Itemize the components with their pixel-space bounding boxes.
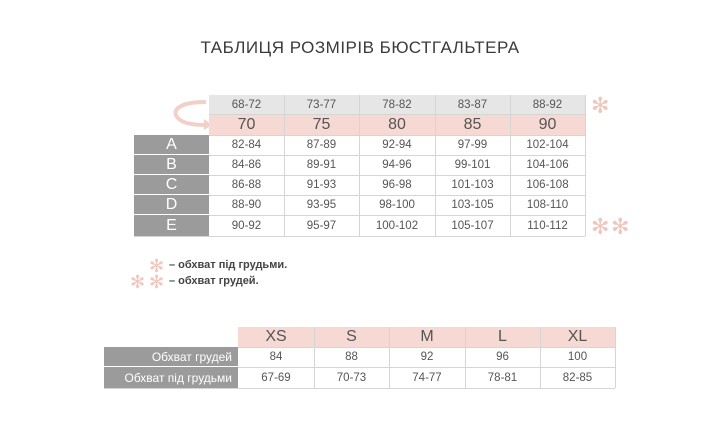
band-size: 85	[463, 115, 482, 133]
bust-cell: 92-94	[382, 139, 412, 151]
underbust-value: 74-77	[412, 371, 442, 384]
bust-cell: 96-98	[382, 179, 412, 191]
row-label-bust: Обхват грудей	[104, 347, 238, 367]
cup-label-d: D	[134, 195, 209, 215]
underbust-range: 73-77	[306, 98, 337, 111]
grid-line	[615, 327, 616, 388]
grid-line	[540, 327, 541, 388]
bust-cell: 84-86	[231, 159, 262, 171]
size-label: M	[420, 328, 434, 345]
grid-line	[389, 327, 390, 388]
bust-value: 88	[345, 351, 358, 363]
page-title: ТАБЛИЦЯ РОЗМІРІВ БЮСТГАЛЬТЕРА	[200, 38, 520, 57]
underbust-range: 83-87	[457, 98, 488, 111]
size-label: L	[498, 328, 507, 345]
bust-cell: 86-88	[231, 179, 262, 191]
bust-cell: 97-99	[457, 139, 488, 151]
grid-line	[104, 388, 615, 389]
grid-line	[134, 236, 585, 237]
bust-value: 92	[420, 351, 434, 363]
legend-underbust: – обхват під грудьми.	[169, 259, 288, 271]
bust-cell: 102-104	[526, 139, 569, 151]
grid-line	[585, 95, 586, 236]
underbust-range: 68-72	[231, 98, 262, 111]
row-label-underbust: Обхват під грудьми	[104, 367, 238, 388]
bust-cell: 93-95	[306, 199, 337, 211]
asterisk-icon: ✻	[149, 256, 165, 276]
bust-cell: 103-105	[451, 199, 494, 211]
band-size: 80	[388, 115, 406, 133]
cup-label-a: A	[134, 135, 209, 155]
grid-line	[465, 327, 466, 388]
bust-cell: 104-106	[526, 159, 569, 171]
band-size: 75	[312, 115, 331, 133]
bust-cell: 90-92	[231, 219, 262, 232]
bust-cell: 87-89	[306, 139, 337, 151]
bust-cell: 88-90	[231, 199, 262, 211]
grid-line	[238, 367, 615, 368]
bust-cell: 108-110	[526, 199, 569, 211]
grid-line	[238, 347, 615, 348]
asterisk-icon: ✻	[130, 272, 146, 292]
bust-cell: 105-107	[451, 219, 494, 232]
asterisk-icon: ✻	[611, 214, 630, 239]
bust-cell: 110-112	[527, 219, 568, 232]
legend-bust: – обхват грудей.	[169, 275, 259, 287]
cup-label-e: E	[134, 215, 209, 236]
underbust-value: 82-85	[562, 371, 593, 384]
bust-cell: 101-103	[451, 179, 494, 191]
bust-cell: 99-101	[454, 159, 491, 171]
cup-label-b: B	[134, 155, 209, 175]
bust-cell: 100-102	[375, 219, 419, 232]
band-size: 70	[237, 115, 256, 133]
asterisk-icon: ✻	[149, 272, 165, 292]
grid-line	[314, 327, 315, 388]
bust-cell: 82-84	[231, 139, 262, 151]
bust-value: 96	[496, 351, 509, 363]
bust-cell: 89-91	[306, 159, 337, 171]
bust-cell: 95-97	[306, 219, 337, 232]
underbust-value: 67-69	[261, 371, 291, 384]
underbust-range: 88-92	[532, 98, 563, 111]
cup-label-c: C	[134, 175, 209, 195]
underbust-range: 78-82	[382, 98, 412, 111]
curved-arrow-icon	[166, 98, 214, 130]
bust-cell: 98-100	[379, 199, 415, 211]
asterisk-icon: ✻	[591, 214, 610, 239]
size-label: S	[346, 328, 357, 345]
underbust-value: 70-73	[336, 371, 367, 384]
bust-value: 84	[269, 351, 283, 363]
asterisk-icon: ✻	[591, 93, 610, 118]
size-label: XL	[567, 328, 588, 345]
size-label: XS	[265, 328, 287, 345]
band-size: 90	[538, 115, 557, 133]
grid-line	[209, 114, 585, 115]
bust-value: 100	[567, 351, 588, 363]
bust-cell: 106-108	[526, 179, 569, 191]
bust-cell: 91-93	[306, 179, 337, 191]
underbust-value: 78-81	[487, 371, 518, 384]
bust-cell: 94-96	[382, 159, 412, 171]
